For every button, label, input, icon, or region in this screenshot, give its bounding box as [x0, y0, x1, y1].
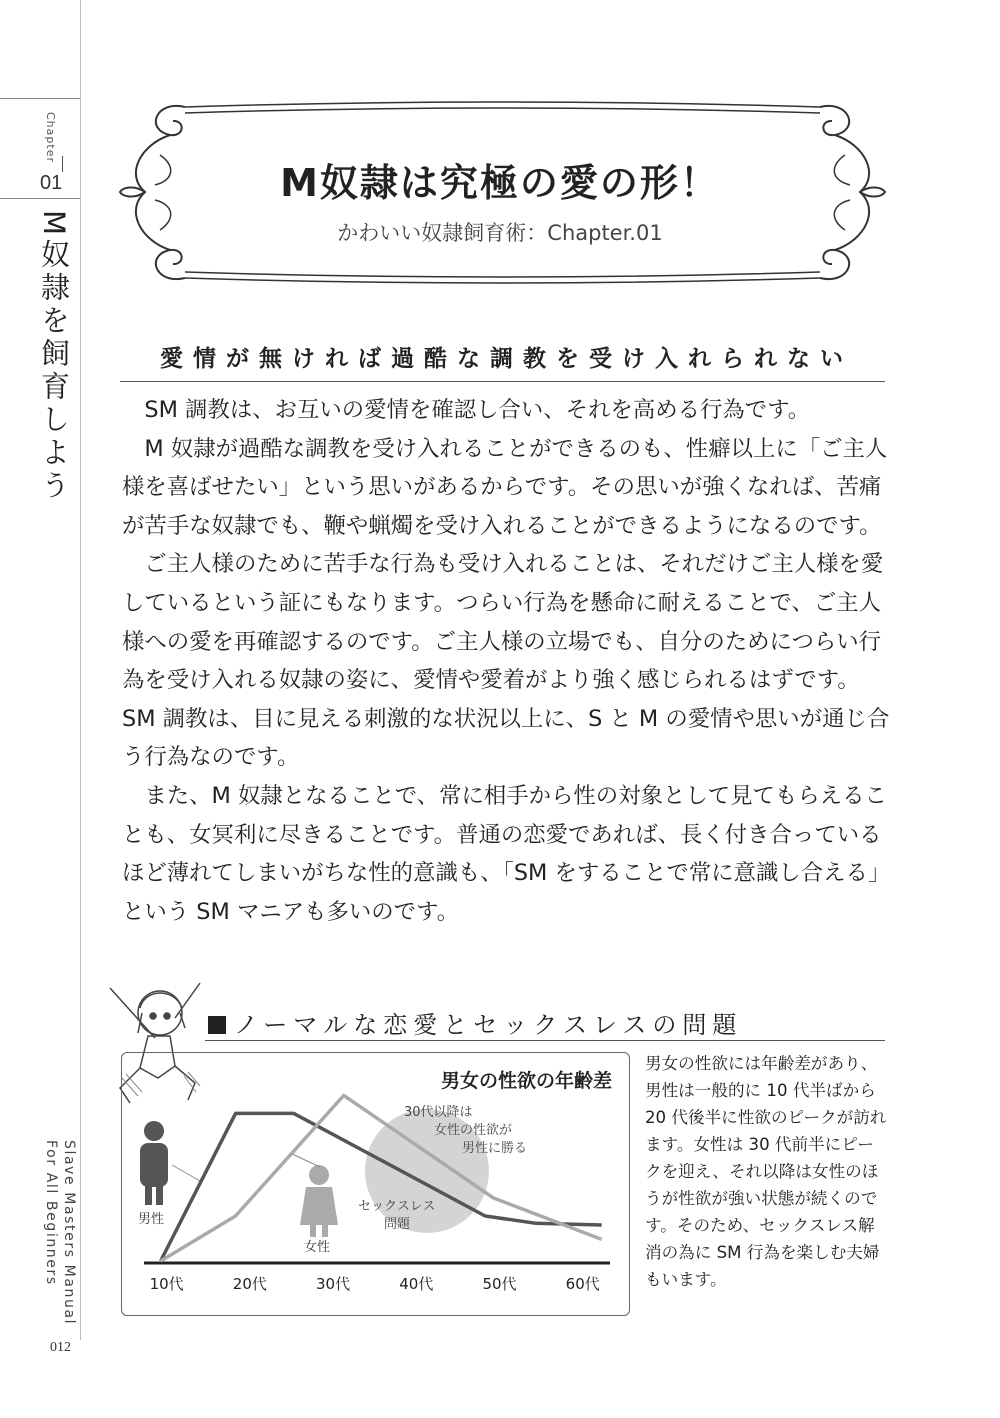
female-label: 女性 [304, 1240, 331, 1255]
annotation-women-stronger-line2: 女性の性欲が [434, 1123, 513, 1138]
page-title: M奴隷は究極の愛の形！ [280, 161, 720, 205]
section-rule [120, 381, 885, 382]
chapter-number: 01 [40, 172, 63, 194]
male-label: 男性 [138, 1212, 165, 1227]
chart-title: 男女の性欲の年齢差 [440, 1070, 612, 1092]
chapter-label: Chapter [44, 112, 57, 163]
paragraph: SM 調教は、お互いの愛情を確認し合い、それを高める行為です。 [144, 397, 811, 423]
x-tick-label: 10代 [149, 1275, 184, 1293]
section-heading: 愛情が無ければ過酷な調教を受け入れられない [160, 346, 853, 372]
chapter-divider [62, 156, 63, 172]
annotation-sexless-line2: 問題 [384, 1217, 411, 1232]
subsection-heading [208, 1005, 742, 1040]
margin-divider [80, 0, 81, 1340]
paragraph: M 奴隷が過酷な調教を受け入れることができるのも、性癖以上に「ご主人様を喜ばせたい」という思いがあるからです。その思いが強くなれば、苦痛が苦手な奴隷でも、鞭や蝋燭を受け入れることができるようになるのです。 [122, 435, 888, 539]
square-bullet-icon [208, 1016, 226, 1034]
book-english-title [42, 1140, 78, 1325]
male-figure-icon [140, 1121, 168, 1205]
margin-rule-top [0, 98, 80, 99]
book-english-line2: For All Beginners [43, 1140, 59, 1286]
chart-explanation-text: 男女の性欲には年齢差があり、男性は一般的に 10 代半ばから 20 代後半に性欲のピークが訪れます。女性は 30 代前半にピークを迎え、それ以降は女性のほうが性欲が強い状態が続くのです。そのため、セックスレス解消の為に SM 行為を楽しむ夫婦もいます。 [645, 1054, 887, 1289]
annotation-sexless-line1: セックスレス [358, 1199, 436, 1214]
page-number: 012 [50, 1340, 71, 1355]
annotation-women-stronger-line1: 30代以降は [404, 1105, 473, 1120]
paragraph: また、M 奴隷となることで、常に相手から性の対象として見てもらえることも、女冥利に尽きることです。普通の恋愛であれば、長く付き合っているほど薄れてしまいがちな性的意識も、「SM をすることで常に意識し合える」という SM マニアも多いのです。 [122, 782, 887, 925]
x-tick-label: 40代 [399, 1275, 434, 1293]
annotation-women-stronger-line3: 男性に勝る [462, 1141, 528, 1156]
paragraph: ご主人様のために苦手な行為も受け入れることは、それだけご主人様を愛しているという証にもなります。つらい行為を懸命に耐えることで、ご主人様への愛を再確認するのです。ご主人様の立場でも、自分のためにつらい行為を受け入れる奴隷の姿に、愛情や愛着がより強く感じられるはずです。SM 調教は、目に見える刺激的な状況以上に、S と M の愛情や思いが通じ合う行為なのです。 [122, 551, 890, 771]
body-text [122, 391, 890, 931]
x-tick-label: 50代 [482, 1275, 517, 1293]
female-pointer-line [290, 1153, 320, 1167]
x-tick-label: 20代 [232, 1275, 267, 1293]
subsection-rule [205, 1040, 885, 1041]
margin-rule-middle [0, 198, 80, 199]
x-tick-label: 60代 [565, 1275, 600, 1293]
chapter-title: M奴隷を飼育しよう [37, 210, 71, 504]
x-tick-label: 30代 [316, 1275, 351, 1293]
chart-panel [121, 1052, 630, 1316]
page-subtitle: かわいい奴隷飼育術：Chapter.01 [337, 221, 663, 245]
male-pointer-line [172, 1165, 200, 1181]
libido-age-chart [122, 1053, 629, 1315]
female-figure-icon [300, 1165, 338, 1237]
subsection-heading-text: ノーマルな恋愛とセックスレスの問題 [234, 1011, 743, 1039]
book-english-line1: Slave Masters Manual [61, 1140, 77, 1326]
